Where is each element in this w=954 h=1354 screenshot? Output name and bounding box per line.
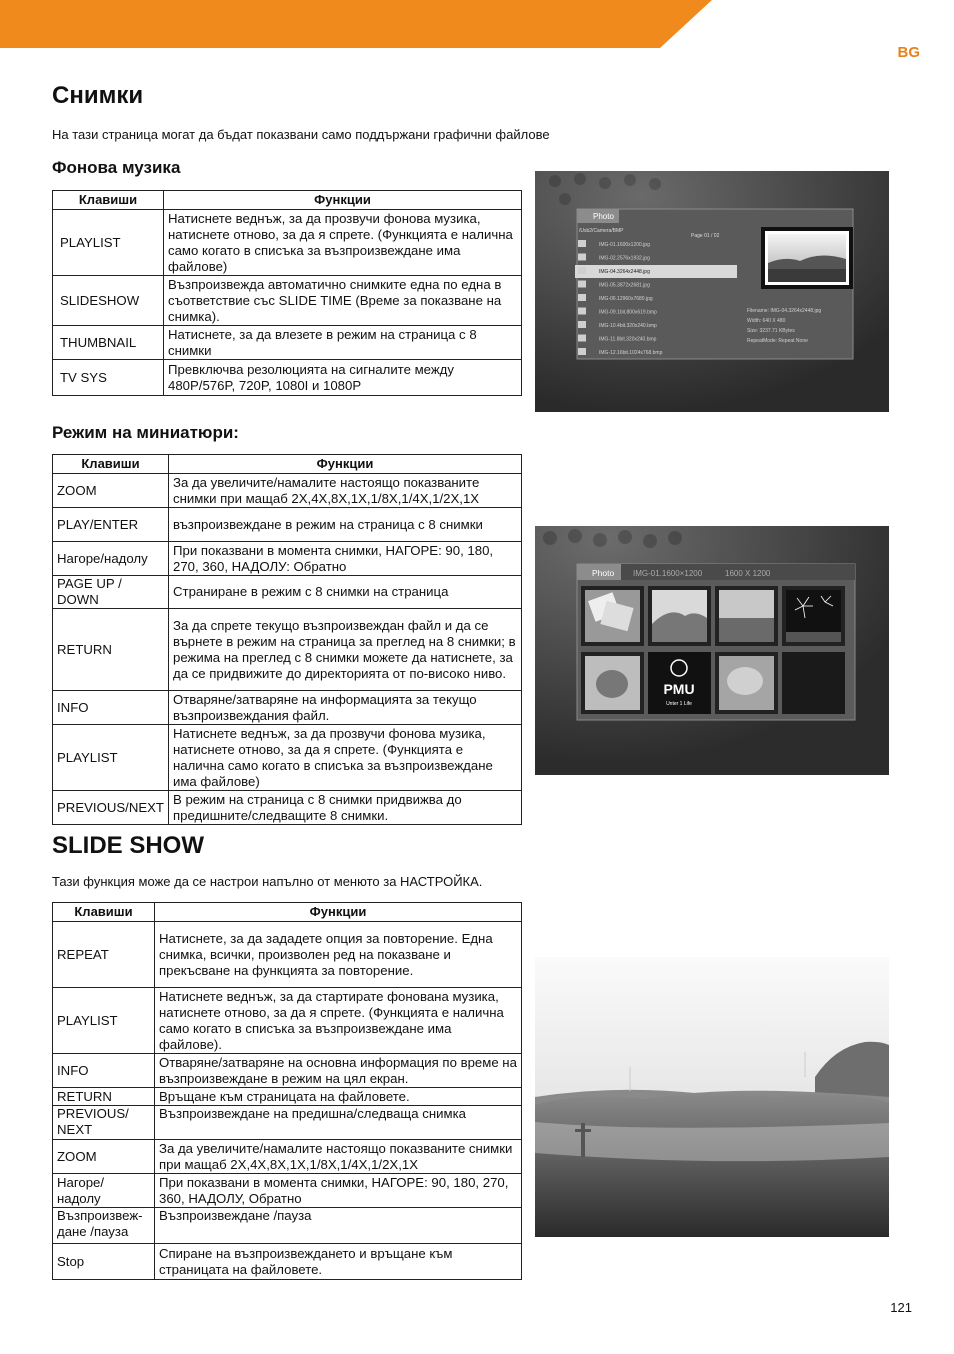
func-cell: Страниране в режим с 8 снимки на страница bbox=[169, 576, 522, 609]
func-cell: За да увеличите/намалите настоящо показваните снимки при мащаб 2X,4X,8X,1X,1/8X,1/4X,1/2X,1X bbox=[155, 1140, 522, 1174]
key-cell: PLAYLIST bbox=[53, 725, 169, 791]
thumbs-heading: Режим на миниатюри: bbox=[52, 423, 239, 442]
func-cell: При показвани в момента снимки, НАГОРЕ: 90, 180, 270, 360, НАДОЛУ: Обратно bbox=[169, 542, 522, 576]
file-list-item[interactable]: IMG-06.12960x7680.jpg bbox=[599, 296, 653, 302]
key-cell: REPEAT bbox=[53, 922, 155, 988]
header-band bbox=[0, 0, 954, 50]
screen-path: /Usb2/Camera/BMP bbox=[579, 228, 624, 234]
photo-browser-screenshot bbox=[535, 171, 889, 412]
file-info-line: Filename: IMG-04.3264x2448.jpg bbox=[747, 308, 822, 314]
slideshow-title: SLIDE SHOW bbox=[52, 832, 205, 859]
logo-subtext: Unter 1 Life bbox=[666, 701, 692, 707]
bgmusic-table bbox=[52, 190, 522, 396]
key-cell: Възпроизвеж-дане /пауза bbox=[53, 1208, 155, 1244]
func-cell: Превключва резолюцията на сигналите между 480P/576P, 720P, 1080I и 1080P bbox=[164, 360, 522, 396]
thumbs-table bbox=[52, 454, 522, 825]
file-info-line: Width: 640 X 480 bbox=[747, 318, 786, 324]
key-cell: Нагоре/надолу bbox=[53, 542, 169, 576]
photo-browser-screen bbox=[535, 171, 889, 412]
key-cell: PLAY/ENTER bbox=[53, 508, 169, 542]
col-keys: Клавиши bbox=[53, 455, 169, 474]
key-cell: PLAYLIST bbox=[53, 210, 164, 276]
func-cell: Натиснете веднъж, за да стартирате фонована музика, натиснете отново, за да я спрете. (Функцията е налична само когато в списъка за възпроизвеждане има файлове). bbox=[155, 988, 522, 1054]
file-info-line: Size: 3237.71 KBytes bbox=[747, 328, 795, 334]
key-cell: SLIDESHOW bbox=[53, 276, 164, 326]
camera-icon bbox=[578, 240, 586, 247]
func-cell: Натиснете веднъж, за да прозвучи фонова музика, натиснете отново, за да я спрете. (Функцията е налична само когато в списъка за възпроизвеждане има файлове) bbox=[169, 725, 522, 791]
key-cell: PREVIOUS/ NEXT bbox=[53, 1106, 155, 1140]
func-cell: Възпроизвежда автоматично снимките една по една в съответствие със SLIDE TIME (Време за показване на снимка). bbox=[164, 276, 522, 326]
func-cell: За да увеличите/намалите настоящо показваните снимки при мащаб 2X,4X,8X,1X,1/8X,1/4X,1/2X,1X bbox=[169, 474, 522, 508]
func-cell: Отваряне/затваряне на основна информация по време на възпроизвеждане в режим на цял екран. bbox=[155, 1054, 522, 1088]
key-cell: INFO bbox=[53, 1054, 155, 1088]
key-cell: THUMBNAIL bbox=[53, 326, 164, 360]
key-cell: Stop bbox=[53, 1244, 155, 1280]
file-list-item[interactable]: IMG-05.3872x2681.jpg bbox=[599, 282, 650, 289]
camera-icon bbox=[578, 281, 586, 288]
col-functions: Функции bbox=[155, 903, 522, 922]
screen-tab-label: Photo bbox=[593, 212, 614, 221]
screen-file-name: IMG-01.1600×1200 bbox=[633, 569, 703, 578]
key-cell: PLAYLIST bbox=[53, 988, 155, 1054]
func-cell: Отваряне/затваряне на информацията за текущо възпроизвеждания файл. bbox=[169, 691, 522, 725]
slideshow-table bbox=[52, 902, 522, 1280]
func-cell: Възпроизвеждане /пауза bbox=[155, 1208, 522, 1244]
func-cell: Възпроизвеждане на предишна/следваща снимка bbox=[155, 1106, 522, 1140]
camera-icon bbox=[578, 308, 586, 315]
camera-icon bbox=[578, 254, 586, 261]
camera-icon bbox=[578, 321, 586, 328]
slideshow-photo bbox=[535, 957, 889, 1237]
screen-tab-label: Photo bbox=[592, 568, 615, 578]
func-cell: възпроизвеждане в режим на страница с 8 снимки bbox=[169, 508, 522, 542]
intro-text: На тази страница могат да бъдат показвани само поддържани графични файлове bbox=[52, 127, 550, 142]
col-keys: Клавиши bbox=[53, 903, 155, 922]
screen-resolution: 1600 X 1200 bbox=[725, 569, 771, 578]
file-list-item[interactable]: IMG-01.1600x1200.jpg bbox=[599, 242, 650, 248]
func-cell: При показвани в момента снимки, НАГОРЕ: 90, 180, 270, 360, НАДОЛУ, Обратно bbox=[155, 1174, 522, 1208]
key-cell: RETURN bbox=[53, 1088, 155, 1106]
language-tag: BG bbox=[897, 44, 920, 61]
func-cell: Натиснете, за да влезете в режим на страница с 8 снимки bbox=[164, 326, 522, 360]
landscape-photo bbox=[535, 957, 889, 1237]
camera-icon bbox=[578, 294, 586, 301]
func-cell: Спиране на възпроизвеждането и връщане към страницата на файловете. bbox=[155, 1244, 522, 1280]
file-list-item[interactable]: IMG-04.3264x2448.jpg bbox=[599, 269, 650, 275]
file-list-item[interactable]: IMG-09.1bit.800x619.bmp bbox=[599, 309, 657, 316]
col-keys: Клавиши bbox=[53, 191, 164, 210]
page-title: Снимки bbox=[52, 82, 144, 109]
file-list-item[interactable]: IMG-12.16bit.1024x768.bmp bbox=[599, 350, 663, 356]
func-cell: Връщане към страницата на файловете. bbox=[155, 1088, 522, 1106]
file-list-item[interactable]: IMG-10.4bit.320x240.bmp bbox=[599, 323, 657, 329]
key-cell: Нагоре/ надолу bbox=[53, 1174, 155, 1208]
camera-icon bbox=[578, 348, 586, 355]
page-number: 121 bbox=[890, 1300, 912, 1315]
func-cell: За да спрете текущо възпроизвеждан файл и да се върнете в режим на страница за преглед на 8 снимки; в режима на преглед с 8 снимки можете да натиснете, за да се придвижите до директорията от по-високо ниво. bbox=[169, 609, 522, 691]
func-cell: В режим на страница с 8 снимки придвижва до предишните/следващите 8 снимки. bbox=[169, 791, 522, 825]
func-cell: Натиснете, за да зададете опция за повторение. Една снимка, всички, произволен ред на показване и прекъсване на функцията за повторение. bbox=[155, 922, 522, 988]
file-list-item[interactable]: IMG-11.8bit.320x240.bmp bbox=[599, 336, 657, 343]
file-info-line: RepeatMode: Repeat None bbox=[747, 338, 808, 344]
slideshow-intro: Тази функция може да се настрои напълно от менюто за НАСТРОЙКА. bbox=[52, 874, 483, 889]
logo-text: PMU bbox=[663, 681, 695, 697]
col-functions: Функции bbox=[169, 455, 522, 474]
key-cell: PREVIOUS/NEXT bbox=[53, 791, 169, 825]
col-functions: Функции bbox=[164, 191, 522, 210]
key-cell: TV SYS bbox=[53, 360, 164, 396]
thumbnail-screen bbox=[535, 526, 889, 775]
key-cell: ZOOM bbox=[53, 474, 169, 508]
key-cell: ZOOM bbox=[53, 1140, 155, 1174]
file-list-item[interactable]: IMG-02.2576x1932.jpg bbox=[599, 255, 650, 262]
func-cell: Натиснете веднъж, за да прозвучи фонова музика, натиснете отново, за да я спрете. (Функцията е налична само когато в списъка за възпроизвеждане има файлове) bbox=[164, 210, 522, 276]
thumbnail-screenshot bbox=[535, 526, 889, 775]
key-cell: RETURN bbox=[53, 609, 169, 691]
camera-icon bbox=[578, 335, 586, 342]
bgmusic-heading: Фонова музика bbox=[52, 158, 181, 177]
key-cell: PAGE UP / DOWN bbox=[53, 576, 169, 609]
camera-icon bbox=[578, 267, 586, 274]
screen-page: Page 01 / 02 bbox=[691, 233, 720, 239]
key-cell: INFO bbox=[53, 691, 169, 725]
